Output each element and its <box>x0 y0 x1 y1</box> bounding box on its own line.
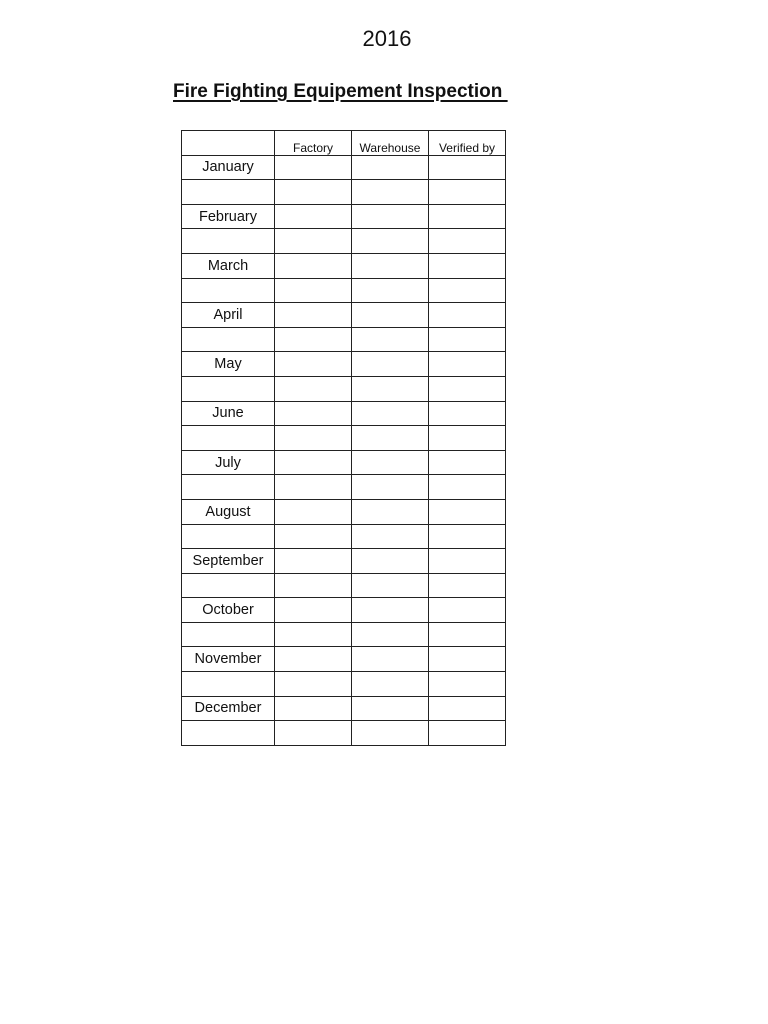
warehouse-cell <box>352 573 429 598</box>
warehouse-cell <box>352 499 429 524</box>
factory-cell <box>275 303 352 328</box>
warehouse-cell <box>352 155 429 180</box>
table-row <box>182 647 506 672</box>
header-cell-blank <box>182 131 275 156</box>
month-label: December <box>182 696 275 721</box>
verified-by-cell <box>429 303 506 328</box>
warehouse-cell <box>352 622 429 647</box>
month-blank-cell <box>182 721 275 746</box>
table-row <box>182 303 506 328</box>
factory-cell <box>275 573 352 598</box>
month-blank-cell <box>182 426 275 451</box>
verified-by-cell <box>429 499 506 524</box>
month-label: June <box>182 401 275 426</box>
month-blank-cell <box>182 229 275 254</box>
table-row-blank <box>182 376 506 401</box>
month-label: July <box>182 450 275 475</box>
verified-by-cell <box>429 647 506 672</box>
factory-cell <box>275 622 352 647</box>
warehouse-cell <box>352 524 429 549</box>
month-blank-cell <box>182 622 275 647</box>
table-row-blank <box>182 278 506 303</box>
table-row <box>182 401 506 426</box>
verified-by-cell <box>429 475 506 500</box>
warehouse-cell <box>352 475 429 500</box>
warehouse-cell <box>352 180 429 205</box>
table-row-blank <box>182 426 506 451</box>
factory-cell <box>275 229 352 254</box>
verified-by-cell <box>429 549 506 574</box>
month-label: January <box>182 155 275 180</box>
warehouse-cell <box>352 253 429 278</box>
table-row <box>182 352 506 377</box>
month-blank-cell <box>182 278 275 303</box>
month-label: November <box>182 647 275 672</box>
table-row <box>182 253 506 278</box>
factory-cell <box>275 499 352 524</box>
warehouse-cell <box>352 450 429 475</box>
month-label: May <box>182 352 275 377</box>
verified-by-cell <box>429 327 506 352</box>
month-blank-cell <box>182 573 275 598</box>
verified-by-cell <box>429 450 506 475</box>
warehouse-cell <box>352 721 429 746</box>
month-label: October <box>182 598 275 623</box>
factory-cell <box>275 352 352 377</box>
verified-by-cell <box>429 180 506 205</box>
month-label: April <box>182 303 275 328</box>
document-title: Fire Fighting Equipement Inspection <box>173 81 508 102</box>
verified-by-cell <box>429 253 506 278</box>
table-row-blank <box>182 622 506 647</box>
month-blank-cell <box>182 672 275 697</box>
factory-cell <box>275 672 352 697</box>
inspection-table <box>181 130 506 746</box>
month-blank-cell <box>182 376 275 401</box>
table-row-blank <box>182 524 506 549</box>
factory-cell <box>275 426 352 451</box>
factory-cell <box>275 696 352 721</box>
factory-cell <box>275 450 352 475</box>
verified-by-cell <box>429 278 506 303</box>
warehouse-cell <box>352 327 429 352</box>
warehouse-cell <box>352 426 429 451</box>
table-row <box>182 499 506 524</box>
verified-by-cell <box>429 155 506 180</box>
table-row-blank <box>182 672 506 697</box>
verified-by-cell <box>429 524 506 549</box>
verified-by-cell <box>429 598 506 623</box>
document-year: 2016 <box>362 26 412 51</box>
table-row-blank <box>182 721 506 746</box>
warehouse-cell <box>352 401 429 426</box>
header-row <box>182 131 506 156</box>
month-blank-cell <box>182 180 275 205</box>
header-cell-factory: Factory <box>275 131 352 156</box>
factory-cell <box>275 253 352 278</box>
verified-by-cell <box>429 401 506 426</box>
factory-cell <box>275 278 352 303</box>
warehouse-cell <box>352 598 429 623</box>
warehouse-cell <box>352 376 429 401</box>
table-row-blank <box>182 229 506 254</box>
factory-cell <box>275 327 352 352</box>
warehouse-cell <box>352 303 429 328</box>
factory-cell <box>275 524 352 549</box>
factory-cell <box>275 180 352 205</box>
factory-cell <box>275 204 352 229</box>
warehouse-cell <box>352 549 429 574</box>
verified-by-cell <box>429 426 506 451</box>
table-row <box>182 450 506 475</box>
month-blank-cell <box>182 327 275 352</box>
warehouse-cell <box>352 672 429 697</box>
warehouse-cell <box>352 278 429 303</box>
month-label: February <box>182 204 275 229</box>
verified-by-cell <box>429 622 506 647</box>
table-row-blank <box>182 573 506 598</box>
table-row <box>182 155 506 180</box>
factory-cell <box>275 598 352 623</box>
factory-cell <box>275 647 352 672</box>
warehouse-cell <box>352 229 429 254</box>
warehouse-cell <box>352 647 429 672</box>
warehouse-cell <box>352 352 429 377</box>
verified-by-cell <box>429 352 506 377</box>
factory-cell <box>275 721 352 746</box>
header-cell-warehouse: Warehouse <box>352 131 429 156</box>
warehouse-cell <box>352 696 429 721</box>
verified-by-cell <box>429 376 506 401</box>
factory-cell <box>275 401 352 426</box>
factory-cell <box>275 475 352 500</box>
month-label: August <box>182 499 275 524</box>
factory-cell <box>275 549 352 574</box>
month-label: March <box>182 253 275 278</box>
verified-by-cell <box>429 721 506 746</box>
table-row <box>182 598 506 623</box>
table-row <box>182 549 506 574</box>
warehouse-cell <box>352 204 429 229</box>
verified-by-cell <box>429 672 506 697</box>
header-cell-verified-by: Verified by <box>429 131 506 156</box>
table-row <box>182 696 506 721</box>
factory-cell <box>275 155 352 180</box>
table-row <box>182 204 506 229</box>
table-row-blank <box>182 180 506 205</box>
table-row-blank <box>182 327 506 352</box>
factory-cell <box>275 376 352 401</box>
table-row-blank <box>182 475 506 500</box>
month-label: September <box>182 549 275 574</box>
month-blank-cell <box>182 524 275 549</box>
verified-by-cell <box>429 573 506 598</box>
verified-by-cell <box>429 696 506 721</box>
verified-by-cell <box>429 229 506 254</box>
verified-by-cell <box>429 204 506 229</box>
month-blank-cell <box>182 475 275 500</box>
inspection-table-body <box>182 155 506 745</box>
